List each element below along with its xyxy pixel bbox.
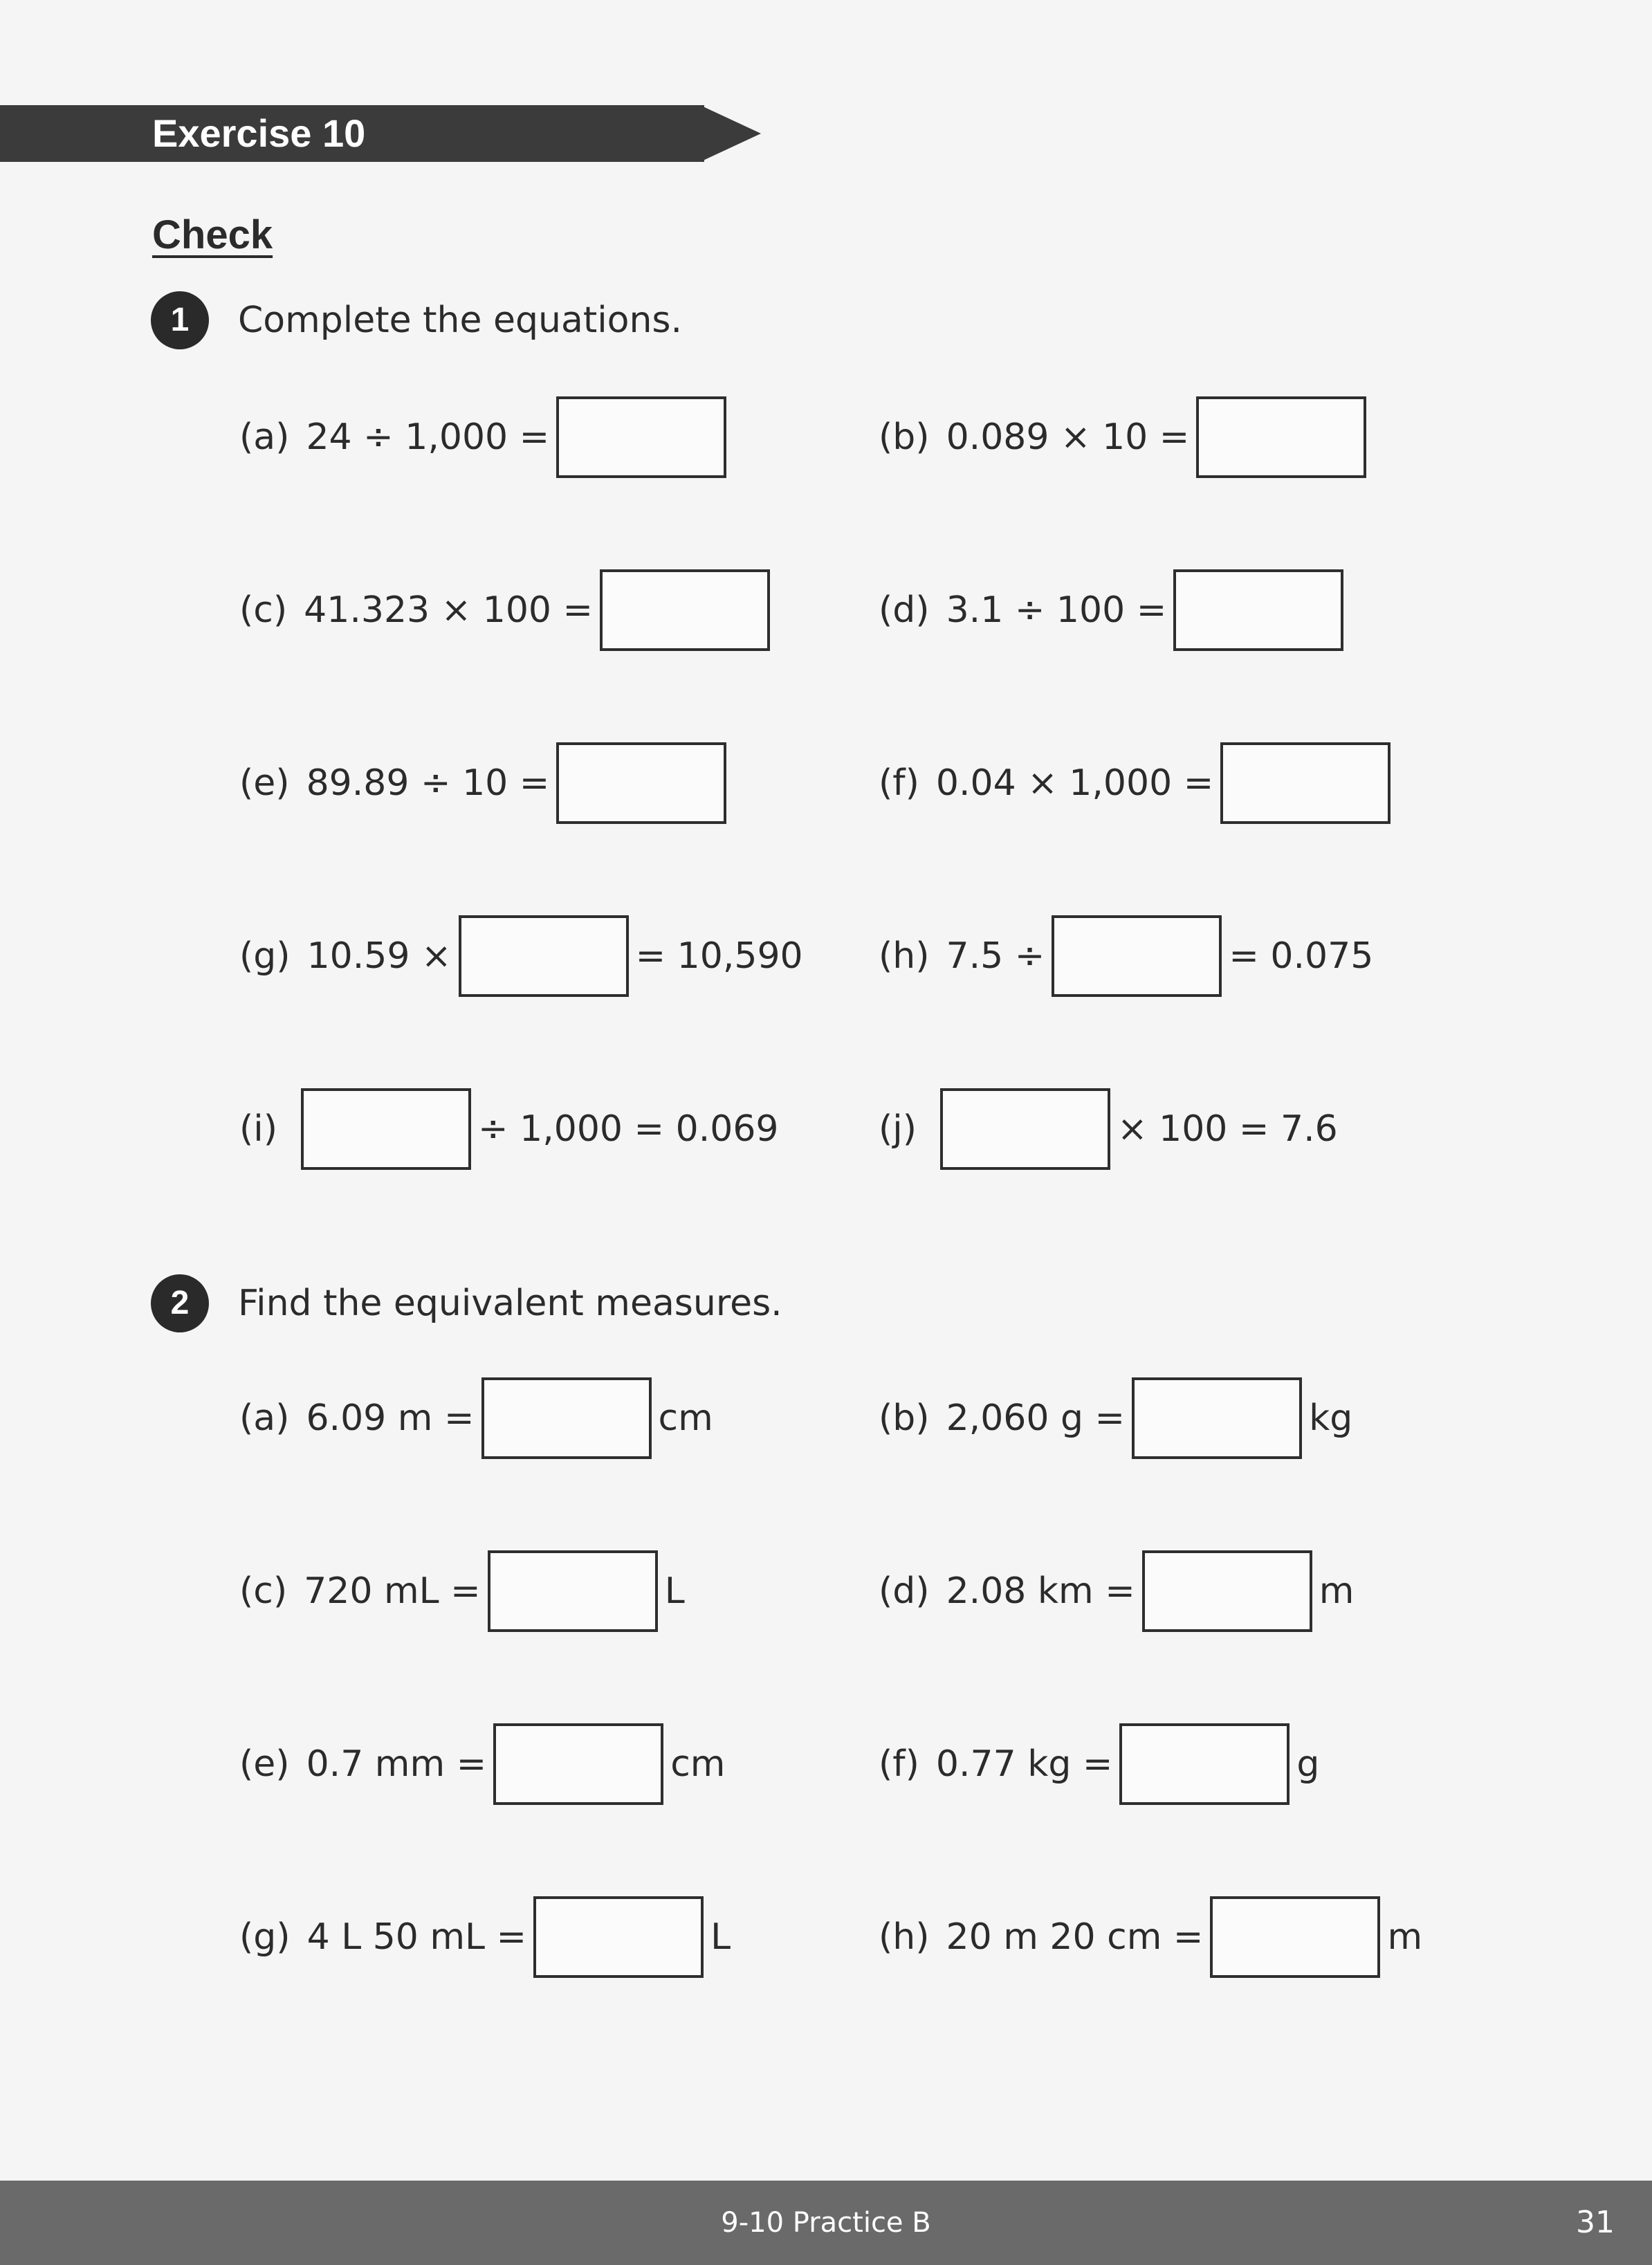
item-unit: L (664, 1570, 685, 1612)
item-text-before: 20 m 20 cm = (946, 1916, 1204, 1958)
item-unit: cm (670, 1743, 726, 1785)
item-text-before: 0.04 × 1,000 = (935, 762, 1214, 804)
item-label: (f) (879, 1743, 919, 1785)
answer-box[interactable] (1196, 396, 1366, 478)
item-text-before: 720 mL = (304, 1570, 481, 1612)
equation-item (879, 567, 1350, 653)
item-text-before: 10.59 × (306, 935, 452, 977)
item-text-before: 4 L 50 mL = (306, 1916, 527, 1958)
answer-box[interactable] (459, 915, 629, 997)
answer-box[interactable] (1142, 1550, 1312, 1632)
item-text-after: = 0.075 (1229, 935, 1374, 977)
measure-item (879, 1721, 1319, 1807)
equation-item (879, 1086, 1338, 1172)
question-prompt: Find the equivalent measures. (238, 1283, 782, 1324)
item-text-before: 2,060 g = (946, 1397, 1126, 1439)
answer-box[interactable] (940, 1088, 1110, 1170)
item-text-before: 7.5 ÷ (946, 935, 1045, 977)
item-label: (b) (879, 1397, 930, 1439)
exercise-title: Exercise 10 (152, 111, 366, 155)
answer-box[interactable] (488, 1550, 658, 1632)
answer-box[interactable] (1052, 915, 1222, 997)
answer-box[interactable] (1220, 742, 1391, 824)
item-label: (c) (239, 1570, 288, 1612)
equation-item (879, 394, 1373, 480)
item-label: (a) (239, 1397, 290, 1439)
item-unit: g (1296, 1743, 1320, 1785)
section-heading: Check (152, 212, 273, 257)
item-unit: cm (658, 1397, 713, 1439)
item-label: (c) (239, 589, 288, 631)
equation-item (879, 740, 1397, 826)
question-prompt: Complete the equations. (238, 300, 683, 341)
answer-box[interactable] (1132, 1377, 1302, 1459)
item-text-before: 2.08 km = (946, 1570, 1135, 1612)
equation-item (239, 740, 733, 826)
footer-label: 9-10 Practice B (721, 2207, 931, 2239)
page-number: 31 (1576, 2205, 1615, 2240)
item-label: (g) (239, 935, 291, 977)
item-label: (e) (239, 1743, 290, 1785)
item-unit: L (710, 1916, 731, 1958)
question-number-badge: 1 (151, 291, 209, 349)
measure-item (239, 1375, 713, 1461)
item-label: (d) (879, 1570, 930, 1612)
answer-box[interactable] (556, 742, 726, 824)
answer-box[interactable] (1119, 1723, 1290, 1805)
answer-box[interactable] (600, 569, 770, 651)
item-text-before: 0.77 kg = (935, 1743, 1113, 1785)
item-label: (j) (879, 1108, 917, 1150)
answer-box[interactable] (1210, 1896, 1380, 1978)
item-text-before: 41.323 × 100 = (304, 589, 594, 631)
item-label: (h) (879, 935, 930, 977)
item-unit: m (1387, 1916, 1423, 1958)
item-label: (f) (879, 762, 919, 804)
answer-box[interactable] (481, 1377, 652, 1459)
measure-item (239, 1548, 685, 1634)
answer-box[interactable] (493, 1723, 663, 1805)
item-unit: m (1319, 1570, 1355, 1612)
item-text-before: 3.1 ÷ 100 = (946, 589, 1167, 631)
measure-item (879, 1548, 1354, 1634)
item-label: (a) (239, 416, 290, 458)
item-text-after: ÷ 1,000 = 0.069 (478, 1108, 779, 1150)
answer-box[interactable] (1173, 569, 1343, 651)
item-label: (d) (879, 589, 930, 631)
answer-box[interactable] (533, 1896, 704, 1978)
answer-box[interactable] (301, 1088, 471, 1170)
equation-item (239, 1086, 779, 1172)
equation-item (239, 913, 803, 999)
item-text-after: = 10,590 (635, 935, 803, 977)
item-label: (e) (239, 762, 290, 804)
item-text-before: 89.89 ÷ 10 = (306, 762, 550, 804)
answer-box[interactable] (556, 396, 726, 478)
item-label: (b) (879, 416, 930, 458)
item-text-before: 6.09 m = (306, 1397, 475, 1439)
item-text-after: × 100 = 7.6 (1117, 1108, 1338, 1150)
measure-item (239, 1894, 731, 1980)
item-label: (i) (239, 1108, 278, 1150)
equation-item (239, 567, 777, 653)
equation-item (879, 913, 1373, 999)
item-text-before: 0.089 × 10 = (946, 416, 1190, 458)
item-label: (h) (879, 1916, 930, 1958)
measure-item (879, 1375, 1352, 1461)
header-arrow-decoration (700, 105, 761, 162)
equation-item (239, 394, 733, 480)
question-number-badge: 2 (151, 1274, 209, 1332)
item-text-before: 0.7 mm = (306, 1743, 487, 1785)
item-text-before: 24 ÷ 1,000 = (306, 416, 550, 458)
measure-item (879, 1894, 1422, 1980)
item-unit: kg (1309, 1397, 1353, 1439)
item-label: (g) (239, 1916, 291, 1958)
page-footer (0, 2181, 1652, 2265)
measure-item (239, 1721, 725, 1807)
